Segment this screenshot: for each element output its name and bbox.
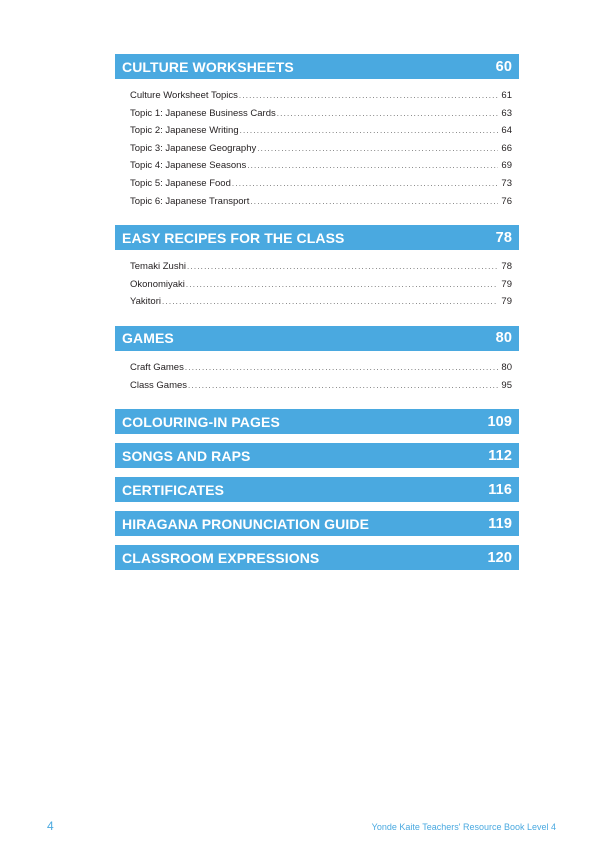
section-header[interactable]	[115, 477, 519, 502]
section-title: COLOURING-IN PAGES	[122, 413, 280, 430]
entry-title: Craft Games	[130, 361, 184, 373]
toc-section	[115, 443, 519, 468]
toc-section	[115, 545, 519, 570]
entry-page-number: 79	[501, 278, 512, 290]
entry-page-number: 63	[501, 107, 512, 119]
toc-section	[115, 511, 519, 536]
section-title: HIRAGANA PRONUNCIATION GUIDE	[122, 515, 370, 532]
entry-page-number: 64	[501, 125, 512, 137]
entry-page-number: 80	[501, 361, 512, 373]
entry-title: Topic 5: Japanese Food	[130, 177, 231, 189]
section-title: CERTIFICATES	[122, 481, 225, 498]
dot-leader	[277, 105, 499, 123]
dot-leader	[162, 293, 498, 311]
toc-entry[interactable]	[130, 258, 512, 276]
toc-section	[115, 54, 519, 216]
entry-title: Topic 1: Japanese Business Cards	[130, 107, 276, 119]
entry-title: Okonomiyaki	[130, 278, 185, 290]
section-title: EASY RECIPES FOR THE CLASS	[122, 229, 345, 246]
entry-title: Topic 6: Japanese Transport	[130, 195, 250, 207]
entry-page-number: 78	[501, 261, 512, 273]
section-header[interactable]	[115, 511, 519, 536]
section-header[interactable]	[115, 225, 519, 250]
footer-page-number: 4	[47, 819, 54, 833]
entry-page-number: 61	[501, 90, 512, 101]
dot-leader	[187, 258, 498, 276]
entry-page-number: 69	[501, 160, 512, 172]
entry-title: Culture Worksheet Topics	[130, 90, 238, 101]
entry-list	[115, 79, 519, 216]
toc-entry[interactable]	[130, 293, 512, 311]
section-title: GAMES	[122, 330, 174, 347]
dot-leader	[250, 193, 498, 211]
dot-leader	[186, 276, 499, 294]
footer-book-title: Yonde Kaite Teachers' Resource Book Level 4	[371, 822, 556, 832]
section-header[interactable]	[115, 545, 519, 570]
toc-entry[interactable]	[130, 359, 512, 377]
entry-title: Temaki Zushi	[130, 261, 186, 273]
toc-entry[interactable]	[130, 122, 512, 140]
section-title: CULTURE WORKSHEETS	[122, 58, 294, 75]
toc-entry[interactable]	[130, 193, 512, 211]
entry-title: Yakitori	[130, 296, 161, 308]
entry-title: Topic 2: Japanese Writing	[130, 125, 239, 137]
dot-leader	[232, 175, 499, 193]
section-page-number: 120	[487, 549, 512, 566]
entry-list	[115, 250, 519, 317]
dot-leader	[247, 157, 498, 175]
section-page-number: 80	[495, 330, 512, 347]
section-header[interactable]	[115, 443, 519, 468]
toc-entry[interactable]	[130, 377, 512, 395]
entry-page-number: 66	[501, 142, 512, 154]
entry-page-number: 73	[501, 177, 512, 189]
toc-entry[interactable]	[130, 157, 512, 175]
section-page-number: 78	[495, 229, 512, 246]
toc-section	[115, 326, 519, 400]
section-title: CLASSROOM EXPRESSIONS	[122, 549, 320, 566]
section-page-number: 116	[488, 481, 512, 498]
entry-page-number: 79	[501, 296, 512, 308]
entry-title: Topic 3: Japanese Geography	[130, 142, 257, 154]
section-page-number: 60	[495, 58, 512, 75]
section-page-number: 112	[488, 447, 512, 464]
toc-entry[interactable]	[130, 140, 512, 158]
toc-section	[115, 409, 519, 434]
dot-leader	[240, 122, 499, 140]
section-title: SONGS AND RAPS	[122, 447, 251, 464]
entry-title: Topic 4: Japanese Seasons	[130, 160, 247, 172]
section-header[interactable]	[115, 409, 519, 434]
entry-page-number: 76	[501, 195, 512, 207]
dot-leader	[257, 140, 498, 158]
dot-leader	[188, 377, 498, 395]
toc-section	[115, 477, 519, 502]
table-of-contents	[115, 54, 519, 579]
section-page-number: 119	[488, 515, 512, 532]
toc-entry[interactable]	[130, 105, 512, 123]
toc-entry[interactable]	[130, 175, 512, 193]
section-header[interactable]	[115, 326, 519, 351]
entry-page-number: 95	[501, 379, 512, 391]
dot-leader	[185, 359, 499, 377]
section-header[interactable]	[115, 54, 519, 79]
entry-title: Class Games	[130, 379, 188, 391]
entry-list	[115, 351, 519, 400]
toc-entry[interactable]	[130, 87, 512, 105]
toc-entry[interactable]	[130, 276, 512, 294]
section-page-number: 109	[487, 413, 512, 430]
toc-section	[115, 225, 519, 317]
dot-leader	[239, 87, 499, 105]
